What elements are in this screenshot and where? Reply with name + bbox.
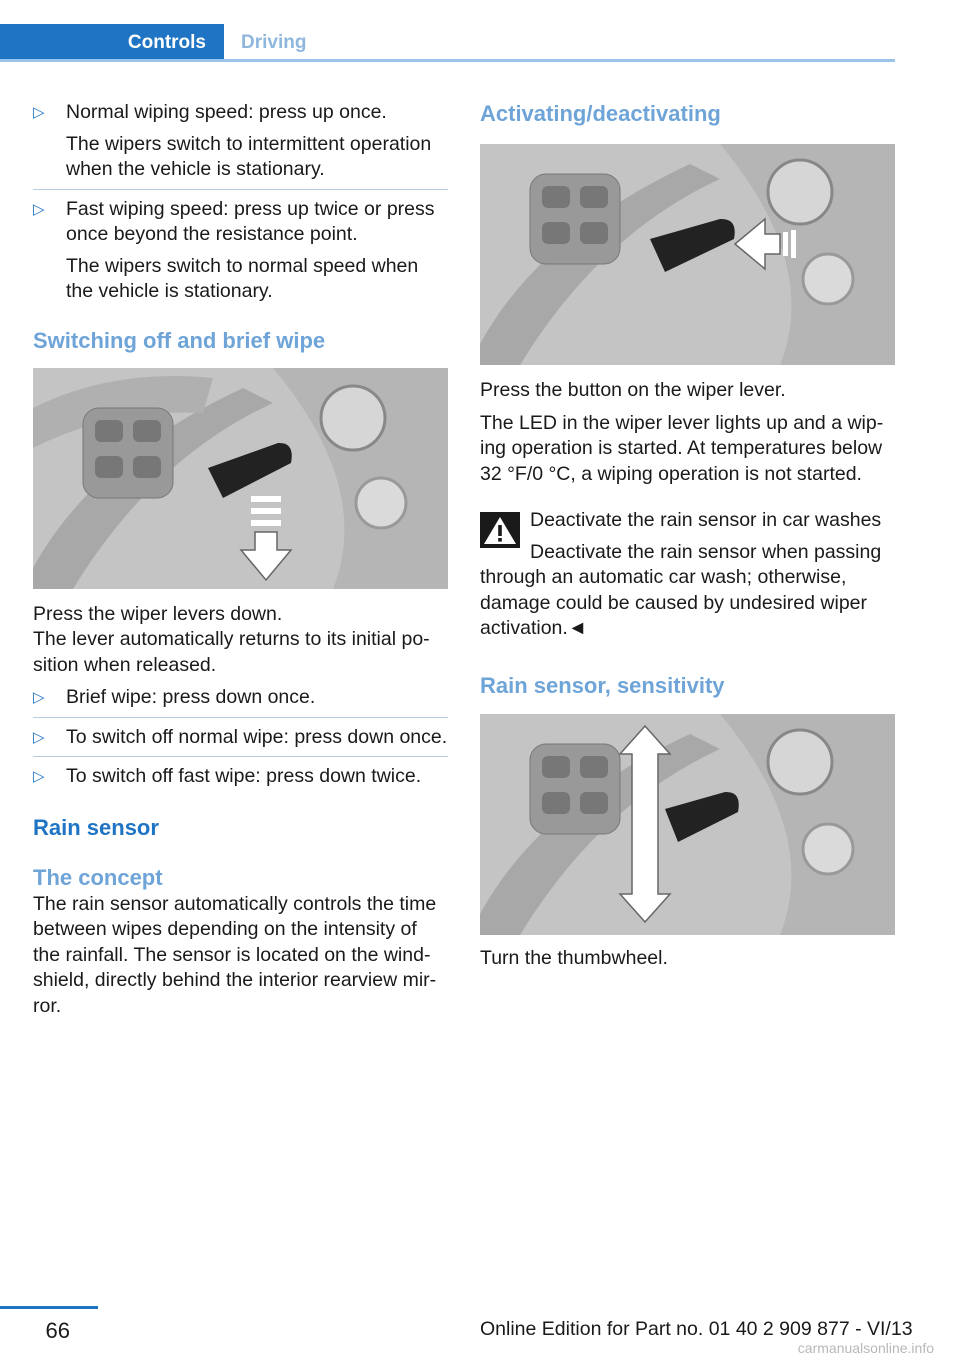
bullet-text: Brief wipe: press down once. xyxy=(66,686,316,708)
edition-text: Online Edition for Part no. 01 40 2 909 877 - VI/13 xyxy=(480,1318,913,1340)
body-text: Press the button on the wiper lever. xyxy=(480,379,786,401)
section-heading: Rain sensor xyxy=(33,814,159,840)
bullet-text: To switch off normal wipe: press down once. xyxy=(66,725,448,748)
wiper-lever-down-illustration xyxy=(33,368,448,589)
list-item xyxy=(33,764,448,790)
watermark: carmanualsonline.info xyxy=(797,1340,934,1356)
body-text: The rain sensor automatically controls the time between wipes depending on the intensity of the rainfall. The sensor is located on the wind-shield, directly behind the interior rearview mir-ror. xyxy=(33,892,437,1017)
list-item xyxy=(33,197,448,248)
left-column xyxy=(33,100,448,1019)
list-item xyxy=(33,685,448,711)
bullet-text: Fast wiping speed: press up twice or press once beyond the resistance point. xyxy=(66,197,435,245)
thumbwheel-illustration xyxy=(480,714,895,935)
list-item xyxy=(33,100,448,126)
warning-triangle-icon xyxy=(480,512,520,548)
triangle-right-icon: ▷ xyxy=(33,689,45,706)
wiper-button-illustration xyxy=(480,144,895,365)
warning-note xyxy=(480,508,896,534)
body-text: Turn the thumbwheel. xyxy=(480,946,668,969)
bullet-text: Normal wiping speed: press up once. xyxy=(66,101,387,123)
divider xyxy=(33,189,448,190)
triangle-right-icon: ▷ xyxy=(33,728,45,746)
header-divider xyxy=(0,59,895,62)
bullet-subtext: The wipers switch to normal speed when the vehicle is stationary. xyxy=(66,254,419,302)
page-number: 66 xyxy=(45,1318,70,1343)
section-heading: Switching off and brief wipe xyxy=(33,327,326,353)
warning-body: Deactivate the rain sensor when passing through an automatic car wash; otherwise, damage could be caused by undesired wiper activation.◄ xyxy=(480,540,882,639)
triangle-right-icon: ▷ xyxy=(33,104,45,121)
divider xyxy=(33,756,448,757)
subsection-heading: The concept xyxy=(33,864,163,890)
right-column xyxy=(480,100,896,971)
tab-driving[interactable]: Driving xyxy=(241,32,307,53)
bullet-text: To switch off fast wipe: press down twice. xyxy=(66,765,422,787)
page-header xyxy=(0,0,895,62)
triangle-right-icon: ▷ xyxy=(33,200,45,218)
triangle-right-icon: ▷ xyxy=(33,768,45,785)
section-heading: Rain sensor, sensitivity xyxy=(480,672,725,698)
body-text: The LED in the wiper lever lights up and a wip-ing operation is started. At temperatures below 32 °F/0 °C, a wiping operation is not started. xyxy=(480,411,884,485)
footer-rule xyxy=(0,1306,98,1309)
body-text: The lever automatically returns to its initial po-sition when released. xyxy=(33,628,430,676)
warning-title: Deactivate the rain sensor in car washes xyxy=(530,509,882,531)
divider xyxy=(33,717,448,718)
body-text: Press the wiper levers down. xyxy=(33,602,283,625)
bullet-subtext: The wipers switch to intermittent operation when the vehicle is stationary. xyxy=(66,132,432,180)
section-heading: Activating/deactivating xyxy=(480,101,721,126)
list-item xyxy=(33,725,448,751)
tab-controls[interactable]: Controls xyxy=(0,24,224,62)
